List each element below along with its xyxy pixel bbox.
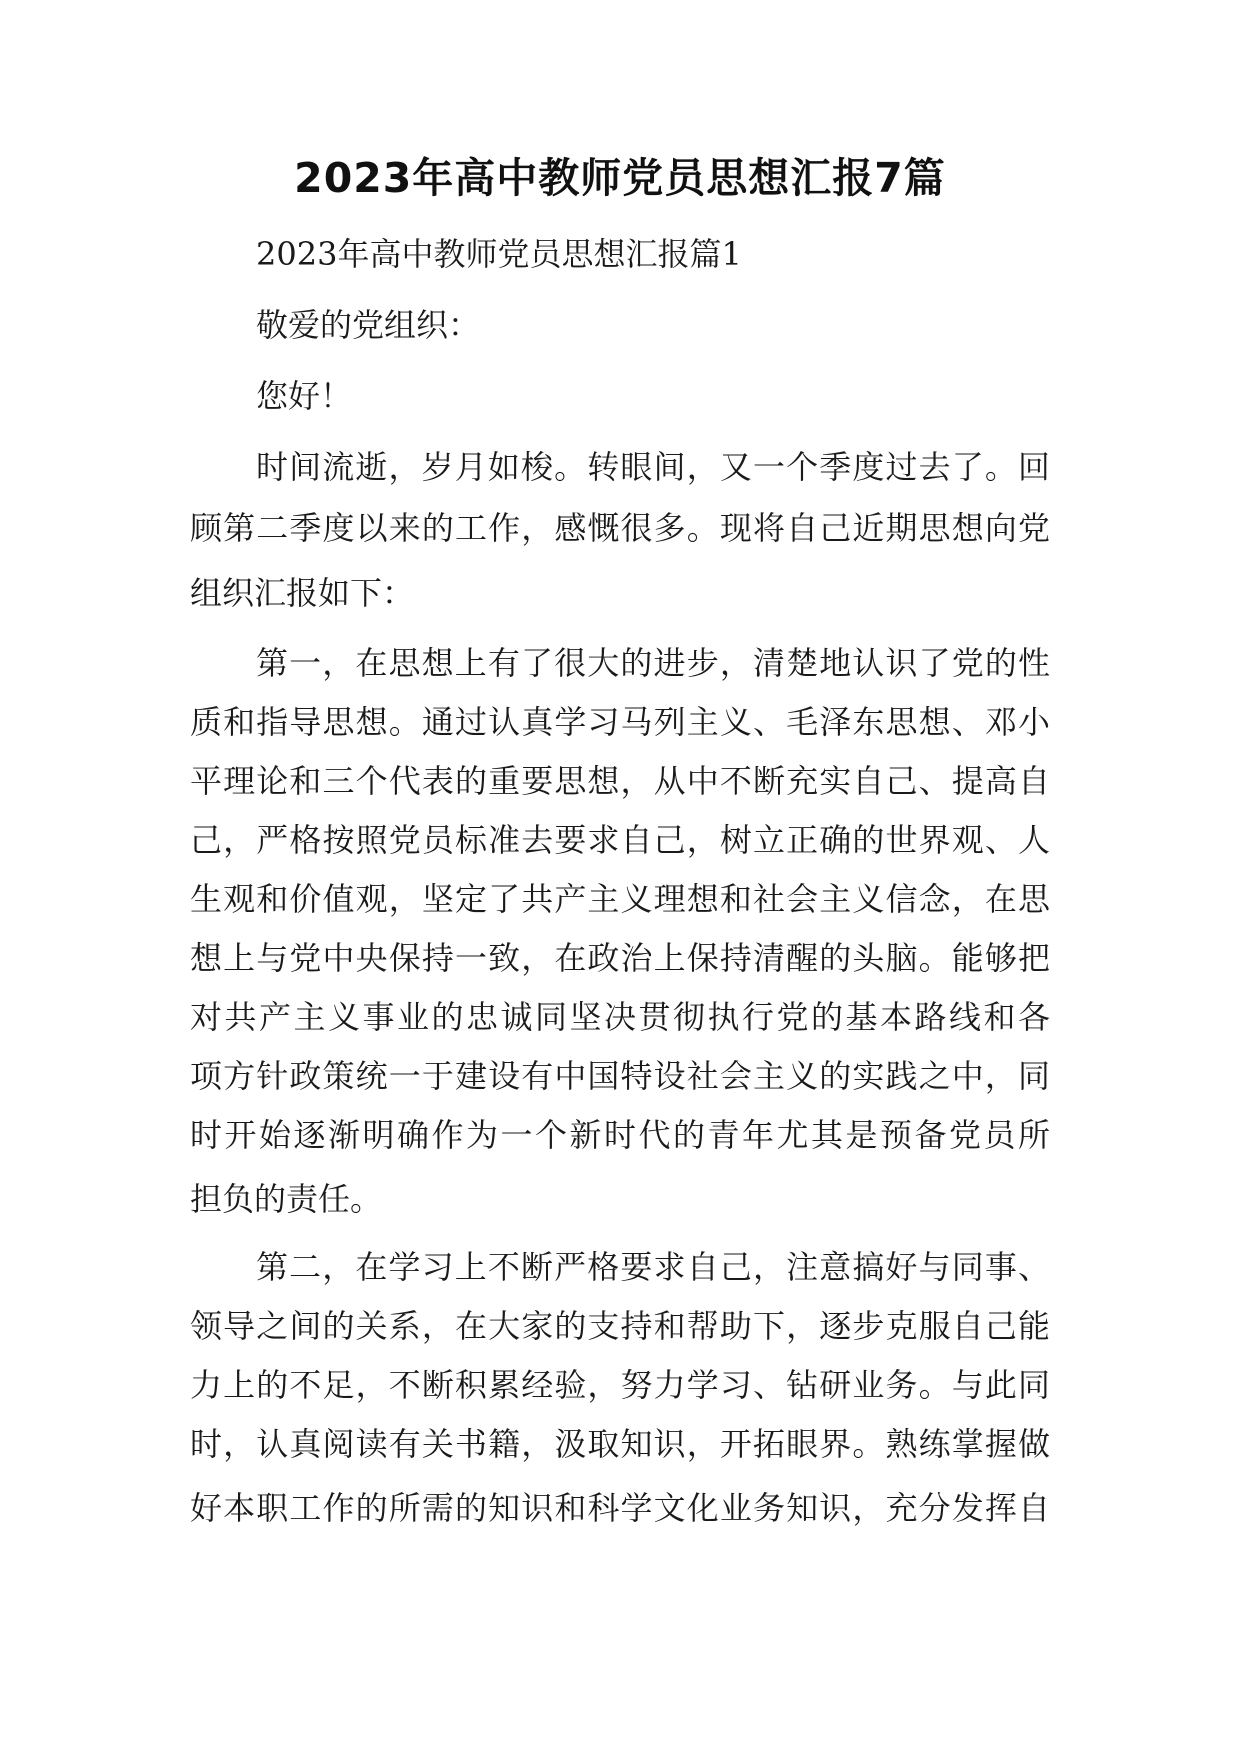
paragraph-2-line-2: 质和指导思想。通过认真学习马列主义、毛泽东思想、邓小 — [190, 703, 1050, 741]
paragraph-3-line-3: 力上的不足，不断积累经验，努力学习、钻研业务。与此同 — [190, 1366, 1050, 1404]
greeting: 您好！ — [256, 377, 353, 415]
paragraph-3-line-4: 时，认真阅读有关书籍，汲取知识，开拓眼界。熟练掌握做 — [190, 1425, 1050, 1463]
paragraph-2-line-9: 时开始逐渐明确作为一个新时代的青年尤其是预备党员所 — [190, 1116, 1050, 1154]
paragraph-2-line-7: 对共产主义事业的忠诚同坚决贯彻执行党的基本路线和各 — [190, 998, 1050, 1036]
paragraph-2-line-10: 担负的责任。 — [190, 1180, 383, 1218]
paragraph-2-line-1: 第一，在思想上有了很大的进步，清楚地认识了党的性 — [256, 644, 1050, 682]
section-heading: 2023年高中教师党员思想汇报篇1 — [256, 235, 742, 273]
paragraph-3-line-5: 好本职工作的所需的知识和科学文化业务知识，充分发挥自 — [190, 1489, 1050, 1527]
paragraph-1-line-3: 组织汇报如下： — [190, 574, 415, 612]
paragraph-2-line-5: 生观和价值观，坚定了共产主义理想和社会主义信念，在思 — [190, 880, 1050, 918]
paragraph-2-line-6: 想上与党中央保持一致，在政治上保持清醒的头脑。能够把 — [190, 939, 1050, 977]
paragraph-1-line-1: 时间流逝，岁月如梭。转眼间，又一个季度过去了。回 — [256, 448, 1050, 486]
paragraph-1-line-2: 顾第二季度以来的工作，感慨很多。现将自己近期思想向党 — [190, 509, 1050, 547]
document-title: 2023年高中教师党员思想汇报7篇 — [294, 154, 946, 202]
paragraph-3-line-2: 领导之间的关系，在大家的支持和帮助下，逐步克服自己能 — [190, 1307, 1050, 1345]
paragraph-2-line-4: 己，严格按照党员标准去要求自己，树立正确的世界观、人 — [190, 821, 1050, 859]
paragraph-3-line-1: 第二，在学习上不断严格要求自己，注意搞好与同事、 — [256, 1248, 1050, 1286]
paragraph-2-line-3: 平理论和三个代表的重要思想，从中不断充实自己、提高自 — [190, 762, 1050, 800]
paragraph-2-line-8: 项方针政策统一于建设有中国特设社会主义的实践之中，同 — [190, 1057, 1050, 1095]
salutation: 敬爱的党组织： — [256, 306, 481, 344]
